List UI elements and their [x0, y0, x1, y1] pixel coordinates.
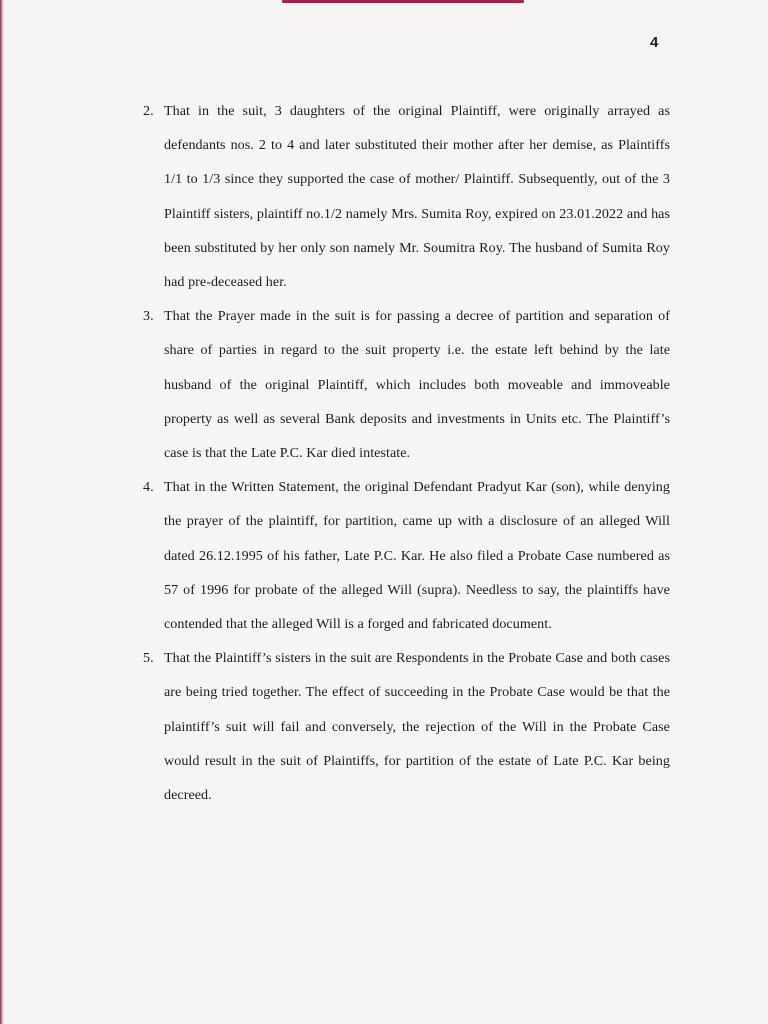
paragraph-number: 2.	[143, 103, 154, 119]
top-edge-rule	[282, 0, 524, 3]
paragraph-number: 4.	[143, 479, 154, 496]
paragraph-text: That the Prayer made in the suit is for passing a decree of partition and separation of share of parties in regard to the suit property i.e. the estate left behind by the late husband of the original Plaintiff, which includes both moveable and immoveable property as well as several Bank deposits and investments in Units etc. The Plaintiff’s case is that the Late P.C. Kar died intestate.	[164, 308, 670, 462]
paragraph-item-2	[140, 94, 670, 299]
paragraph-item-3	[140, 299, 670, 470]
paragraph-text: That in the suit, 3 daughters of the original Plaintiff, were originally arrayed as defendants nos. 2 to 4 and later substituted their mother after her demise, as Plaintiffs 1/1 to 1/3 since they supported the case of mother/ Plaintiff. Subsequently, out of the 3 Plaintiff sisters, plaintiff no.1/2 namely Mrs. Sumita Roy, expired on 23.01.2022 and has been substituted by her only son namely Mr. Soumitra Roy. The husband of Sumita Roy had pre-deceased her.	[164, 103, 670, 291]
page-number: 4	[650, 34, 659, 51]
paragraph-number: 3.	[143, 308, 154, 325]
paragraph-number: 5.	[143, 650, 154, 667]
left-page-edge	[0, 0, 4, 1024]
paragraph-item-4	[140, 470, 670, 641]
numbered-paragraph-list	[140, 94, 670, 812]
paragraph-item-5	[140, 641, 670, 812]
paragraph-text: That in the Written Statement, the original Defendant Pradyut Kar (son), while denying the prayer of the plaintiff, for partition, came up with a disclosure of an alleged Will dated 26.12.1995 of his father, Late P.C. Kar. He also filed a Probate Case numbered as 57 of 1996 for probate of the alleged Will (supra). Needless to say, the plaintiffs have contended that the alleged Will is a forged and fabricated document.	[164, 479, 670, 633]
paragraph-text: That the Plaintiff’s sisters in the suit are Respondents in the Probate Case and both cases are being tried together. The effect of succeeding in the Probate Case would be that the plaintiff’s suit will fail and conversely, the rejection of the Will in the Probate Case would result in the suit of Plaintiffs, for partition of the estate of Late P.C. Kar being decreed.	[164, 650, 670, 804]
